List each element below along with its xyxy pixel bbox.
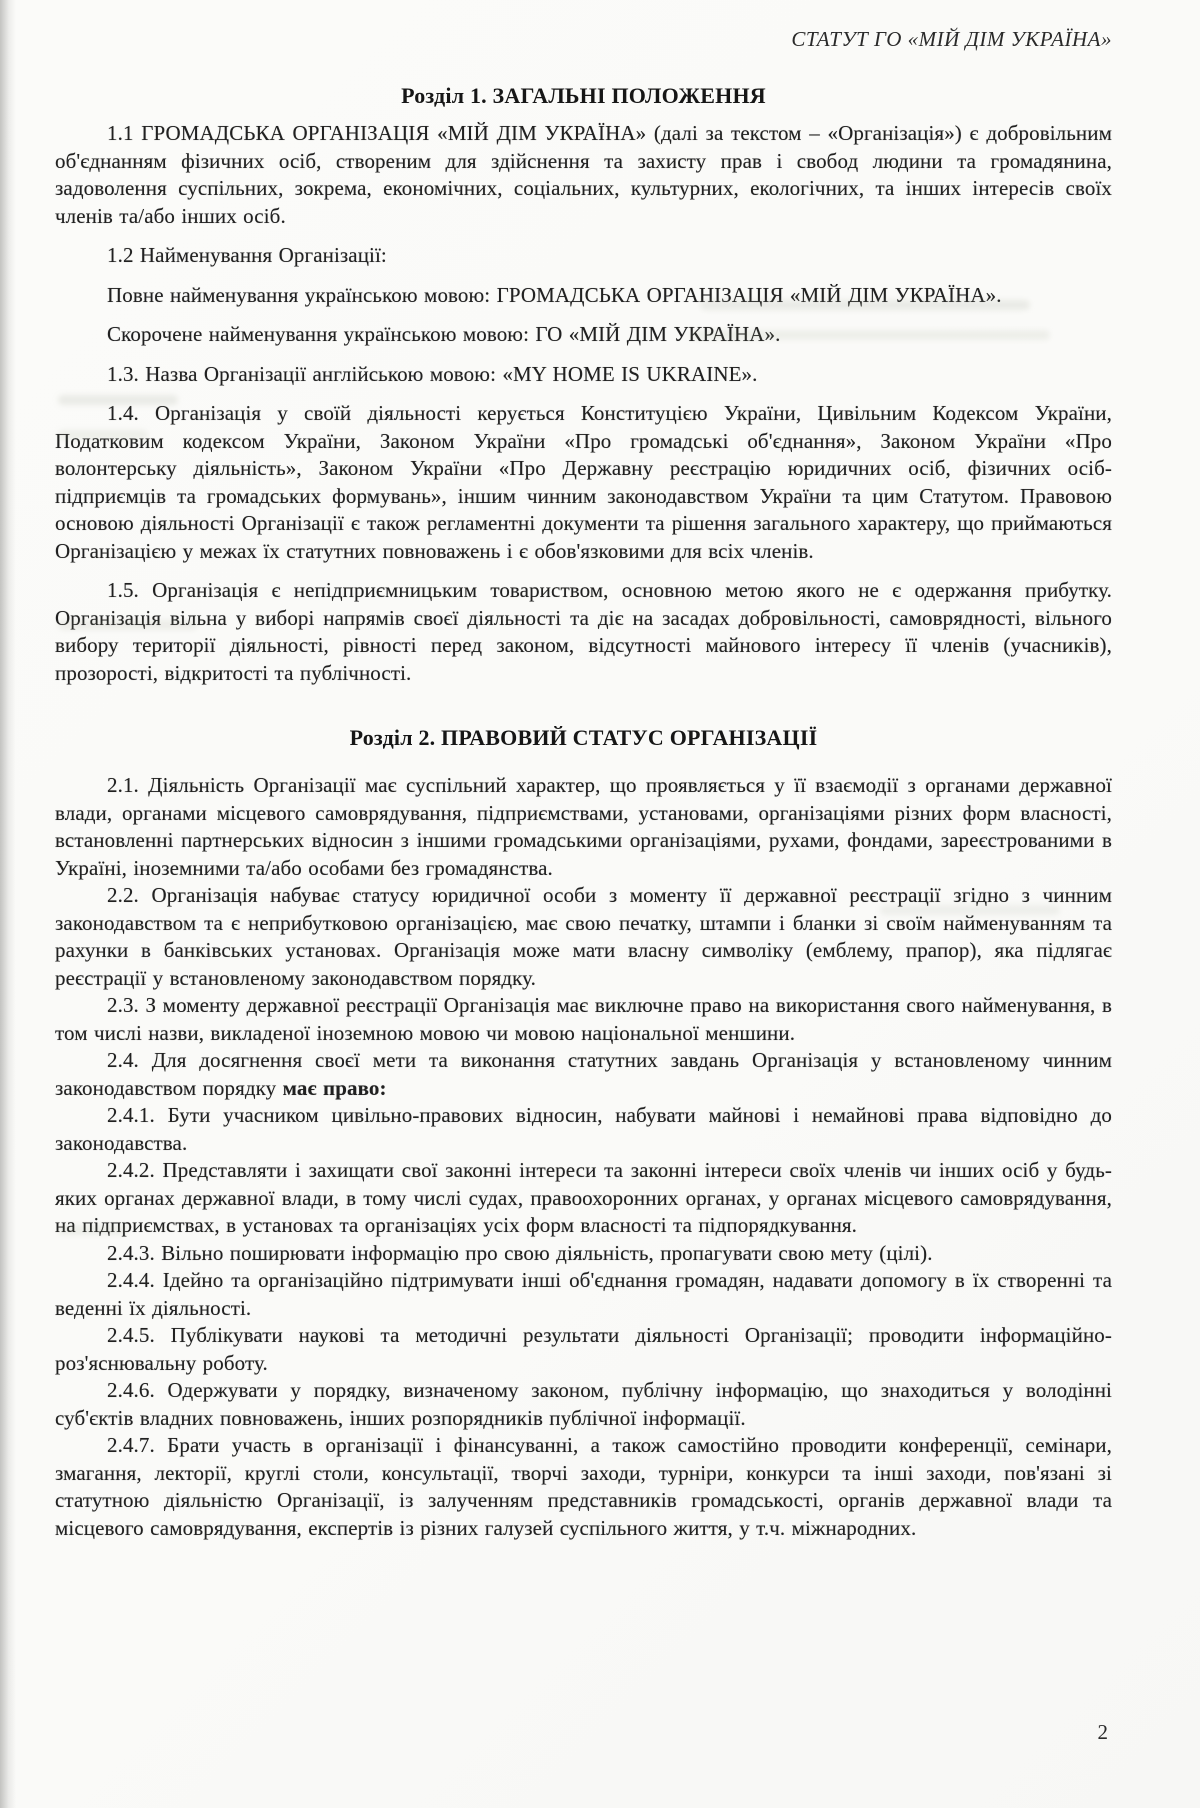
paragraph: [55, 992, 1112, 1047]
paragraph: [55, 772, 1112, 882]
section-1-heading: Розділ 1. ЗАГАЛЬНІ ПОЛОЖЕННЯ: [401, 83, 766, 108]
running-header: СТАТУТ ГО «МІЙ ДІМ УКРАЇНА»: [791, 27, 1112, 51]
paragraph-text: 2.1. Діяльність Організації має суспільний характер, що проявляється у її взаємодії з органами державної влади, органами місцевого самоврядування, підприємствами, установами, організаціями різних форм власності, встановленні партнерських відносин з іншими громадськими організаціями, рухами, фондами, зареєстрованими в Україні, іноземними та/або особами без громадянства.: [55, 773, 1112, 880]
paragraph-text: 2.4.2. Представляти і захищати свої законні інтереси та законні інтереси своїх членів чи інших осіб у будь-яких органах державної влади, в тому числі судах, правоохоронних органах, у органах місцевого самоврядування, на підприємствах, в установах та організаціях усіх форм власності та підпорядкування.: [55, 1158, 1112, 1237]
paragraph-text: 2.4.5. Публікувати наукові та методичні результати діяльності Організації; проводити інформаційно-роз'яснювальну роботу.: [55, 1323, 1112, 1375]
paragraph: [55, 882, 1112, 992]
paragraph-text: 2.3. З моменту державної реєстрації Організація має виключне право на використання свого найменування, в том числі назви, викладеної іноземною мовою чи мовою національної меншини.: [55, 993, 1112, 1045]
paragraph-text: 2.4.7. Брати участь в організації і фінансуванні, а також самостійно проводити конференції, семінари, змагання, лекторії, круглі столи, консультації, творчі заходи, турніри, конкурси та інші заходи, пов'язані зі статутною діяльністю Організації, із залученням представників громадськості, органів державної влади та місцевого самоврядування, експертів із різних галузей суспільного життя, у т.ч. міжнародних.: [55, 1433, 1112, 1540]
paragraph: [55, 321, 1112, 349]
section-general-provisions: [55, 82, 1112, 687]
paragraph-text: 1.3. Назва Організації англійською мовою: «MY HOME IS UKRAINE».: [107, 361, 758, 386]
paragraph: [55, 1377, 1112, 1432]
paragraph: [55, 242, 1112, 270]
paragraph: [55, 1047, 1112, 1102]
scan-edge-shadow: [0, 0, 16, 1808]
paragraph: [55, 1157, 1112, 1240]
paragraph-text: 2.2. Організація набуває статусу юридичної особи з моменту її державної реєстрації згідно з чинним законодавством та є неприбутковою організацією, має свою печатку, штампи і бланки зі своїм найменуванням та рахунки в банківських установах. Організація може мати власну символіку (емблему, прапор), яка підлягає реєстрації у встановленому законодавством порядку.: [55, 883, 1112, 990]
section-legal-status: [55, 724, 1112, 1542]
paragraph-text: 1.1 ГРОМАДСЬКА ОРГАНІЗАЦІЯ «МІЙ ДІМ УКРАЇНА» (далі за текстом – «Організація») є добровільним об'єднанням фізичних осіб, створеним для здійснення та захисту прав і свобод людини та громадянина, задоволення суспільних, зокрема, економічних, соціальних, культурних, екологічних, та інших інтересів своїх членів та/або інших осіб.: [55, 121, 1112, 228]
paragraph-text: Скорочене найменування українською мовою: ГО «МІЙ ДІМ УКРАЇНА».: [107, 322, 781, 346]
paragraph-text: Повне найменування українською мовою: ГРОМАДСЬКА ОРГАНІЗАЦІЯ «МІЙ ДІМ УКРАЇНА».: [107, 282, 1002, 307]
paragraph-text: 2.4.4. Ідейно та організаційно підтримувати інші об'єднання громадян, надавати допомогу в їх створенні та веденні їх діяльності.: [55, 1268, 1112, 1320]
section-2-paragraphs: [55, 772, 1112, 1542]
paragraph: [55, 361, 1112, 389]
paragraph-text: 2.4. Для досягнення своєї мети та виконання статутних завдань Організація у встановленому чинним законодавством порядку: [55, 1048, 1112, 1100]
paragraph: [55, 120, 1112, 230]
paragraph: [55, 1267, 1112, 1322]
paragraph-text: 2.4.3. Вільно поширювати інформацію про свою діяльність, пропагувати свою мету (цілі).: [107, 1240, 933, 1265]
paragraph: [55, 282, 1112, 310]
paragraph-text: 1.4. Організація у своїй діяльності керується Конституцією України, Цивільним Кодексом України, Податковим кодексом України, Законом України «Про громадські об'єднання», Законом України «Про волонтерську діяльність», Законом України «Про Державну реєстрацію юридичних осіб, фізичних осіб-підприємців та громадських формувань», іншим чинним законодавством України та цим Статутом. Правовою основою діяльності Організації є також регламентні документи та рішення загального характеру, що приймаються Організацією у межах їх статутних повноважень і є обов'язковими для всіх членів.: [55, 401, 1112, 563]
paragraph: [55, 1322, 1112, 1377]
paragraph: [55, 577, 1112, 687]
paragraph-text-bold: має право:: [282, 1075, 387, 1100]
paragraph: [55, 1240, 1112, 1268]
paragraph: [55, 1102, 1112, 1157]
section-2-heading: Розділ 2. ПРАВОВИЙ СТАТУС ОРГАНІЗАЦІЇ: [349, 725, 818, 750]
paragraph: [55, 400, 1112, 565]
paragraph-text: 1.2 Найменування Організації:: [107, 243, 387, 267]
paragraph-text: 1.5. Організація є непідприємницьким товариством, основною метою якого не є одержання прибутку. Організація вільна у виборі напрямів своєї діяльності та діє на засадах добровільності, самоврядності, вільного вибору території діяльності, рівності перед законом, відсутності майнового інтересу її членів (учасників), прозорості, відкритості та публічності.: [55, 578, 1112, 685]
section-1-paragraphs: [55, 120, 1112, 687]
paragraph-text: 2.4.1. Бути учасником цивільно-правових відносин, набувати майнові і немайнові права відповідно до законодавства.: [55, 1103, 1112, 1155]
page-number: 2: [1097, 1720, 1108, 1744]
paragraph: [55, 1432, 1112, 1542]
paragraph-text: 2.4.6. Одержувати у порядку, визначеному законом, публічну інформацію, що знаходиться у володінні суб'єктів владних повноважень, інших розпорядників публічної інформації.: [55, 1378, 1112, 1430]
